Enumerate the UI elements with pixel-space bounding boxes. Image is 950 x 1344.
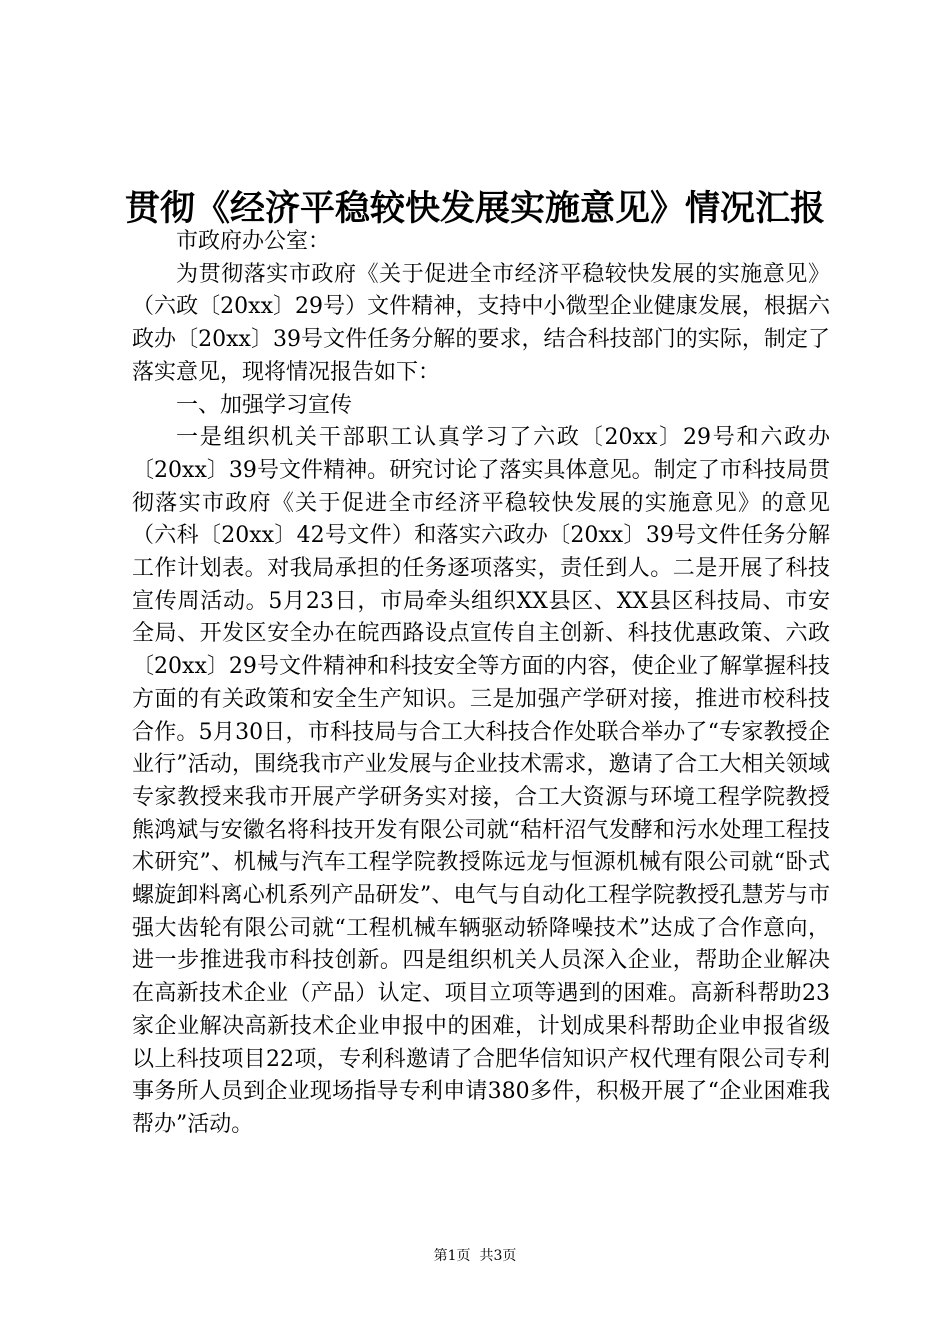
body-paragraph: 一是组织机关干部职工认真学习了六政〔20xx〕29号和六政办〔20xx〕39号文件精神。研究讨论了落实具体意见。制定了市科技局贯彻落实市政府《关于促进全市经济平稳较快发展的实施意见》的意见（六科〔20xx〕42号文件）和落实六政办〔20xx〕39号文件任务分解工作计划表。对我局承担的任务逐项落实，责任到人。二是开展了科技宣传周活动。5月23日，市局牵头组织XX县区、XX县区科技局、市安全局、开发区安全办在皖西路设点宣传自主创新、科技优惠政策、六政〔20xx〕29号文件精神和科技安全等方面的内容，使企业了解掌握科技方面的有关政策和安全生产知识。三是加强产学研对接，推进市校科技合作。5月30日，市科技局与合工大科技合作处联合举办了“专家教授企业行”活动，围绕我市产业发展与企业技术需求，邀请了合工大相关领域专家教授来我市开展产学研务实对接，合工大资源与环境工程学院教授熊鸿斌与安徽名将科技开发有限公司就“秸杆沼气发酵和污水处理工程技术研究”、机械与汽车工程学院教授陈远龙与恒源机械有限公司就“卧式螺旋卸料离心机系列产品研发”、电气与自动化工程学院教授孔慧芳与市强大齿轮有限公司就“工程机械车辆驱动轿降噪技术”达成了合作意向，进一步推进我市科技创新。四是组织机关人员深入企业，帮助企业解决在高新技术企业（产品）认定、项目立项等遇到的困难。高新科帮助23家企业解决高新技术企业申报中的困难，计划成果科帮助企业申报省级以上科技项目22项，专利科邀请了合肥华信知识产权代理有限公司专利事务所人员到企业现场指导专利申请380多件，积极开展了“企业困难我帮办”活动。	[132, 425, 830, 1137]
page-footer	[0, 1246, 950, 1266]
document-body	[132, 226, 830, 1142]
salutation-paragraph: 市政府办公室：	[176, 229, 331, 254]
document-title: 贯彻《经济平稳较快发展实施意见》情况汇报	[124, 188, 825, 229]
intro-paragraph: 为贯彻落实市政府《关于促进全市经济平稳较快发展的实施意见》（六政〔20xx〕29号）文件精神，支持中小微型企业健康发展，根据六政办〔20xx〕39号文件任务分解的要求，结合科技部门的实际，制定了落实意见，现将情况报告如下：	[132, 261, 830, 385]
page-number: 第1页	[433, 1248, 471, 1264]
section-heading: 一、加强学习宣传	[176, 392, 353, 418]
page-total: 共3页	[479, 1248, 517, 1264]
